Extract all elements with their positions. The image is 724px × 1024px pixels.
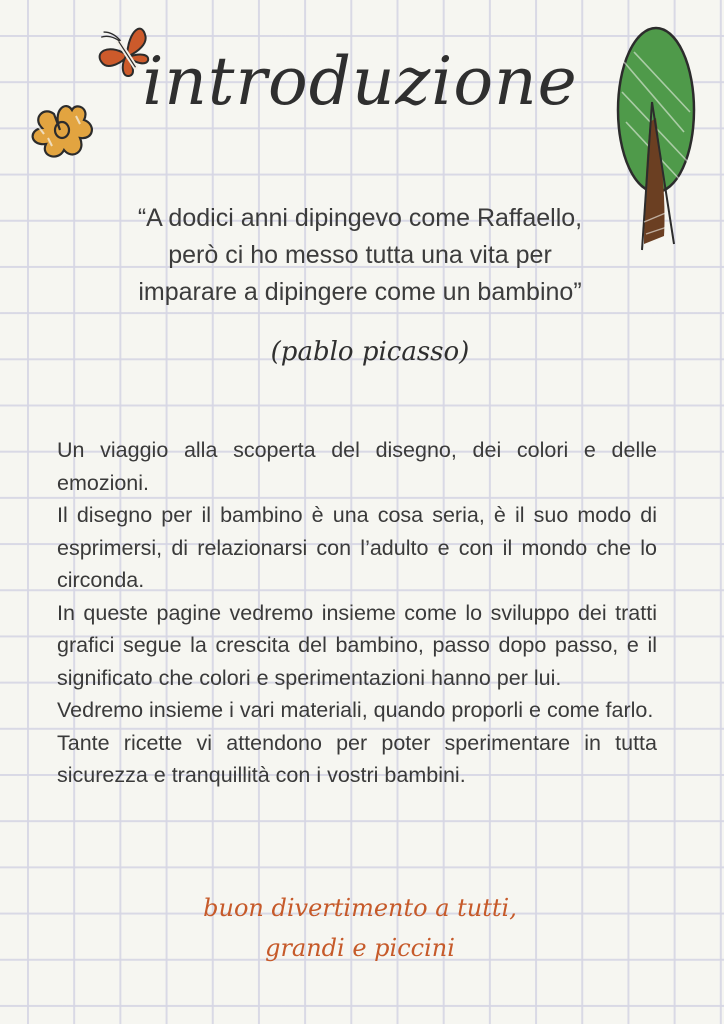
quote bbox=[60, 200, 660, 311]
quote-line: però ci ho messo tutta una vita per bbox=[168, 241, 552, 269]
flower-icon bbox=[22, 94, 98, 170]
quote-line: imparare a dipingere come un bambino” bbox=[138, 278, 582, 306]
closing-line: buon divertimento a tutti, bbox=[203, 894, 517, 922]
quote-author: (pablo picasso) bbox=[270, 337, 470, 367]
body-text bbox=[57, 434, 657, 792]
closing-message bbox=[150, 888, 570, 968]
body-paragraph: Tante ricette vi attendono per poter sperimentare in tutta sicurezza e tranquillità con i vostri bambini. bbox=[57, 730, 657, 787]
body-paragraph: Vedremo insieme i vari materiali, quando proporli e come farlo. bbox=[57, 698, 654, 722]
body-paragraph: In queste pagine vedremo insieme come lo sviluppo dei tratti grafici segue la crescita del bambino, passo dopo passo, e il significato che colori e sperimentazioni hanno per lui. bbox=[57, 600, 657, 690]
quote-line: “A dodici anni dipingevo come Raffaello, bbox=[137, 204, 583, 232]
closing-line: grandi e piccini bbox=[265, 934, 455, 962]
body-paragraph: Un viaggio alla scoperta del disegno, dei colori e delle emozioni. bbox=[57, 438, 657, 495]
page-title: introduzione bbox=[142, 43, 578, 120]
body-paragraph: Il disegno per il bambino è una cosa seria, è il suo modo di esprimersi, di relazionarsi con l’adulto e con il mondo che lo circonda. bbox=[57, 503, 657, 592]
